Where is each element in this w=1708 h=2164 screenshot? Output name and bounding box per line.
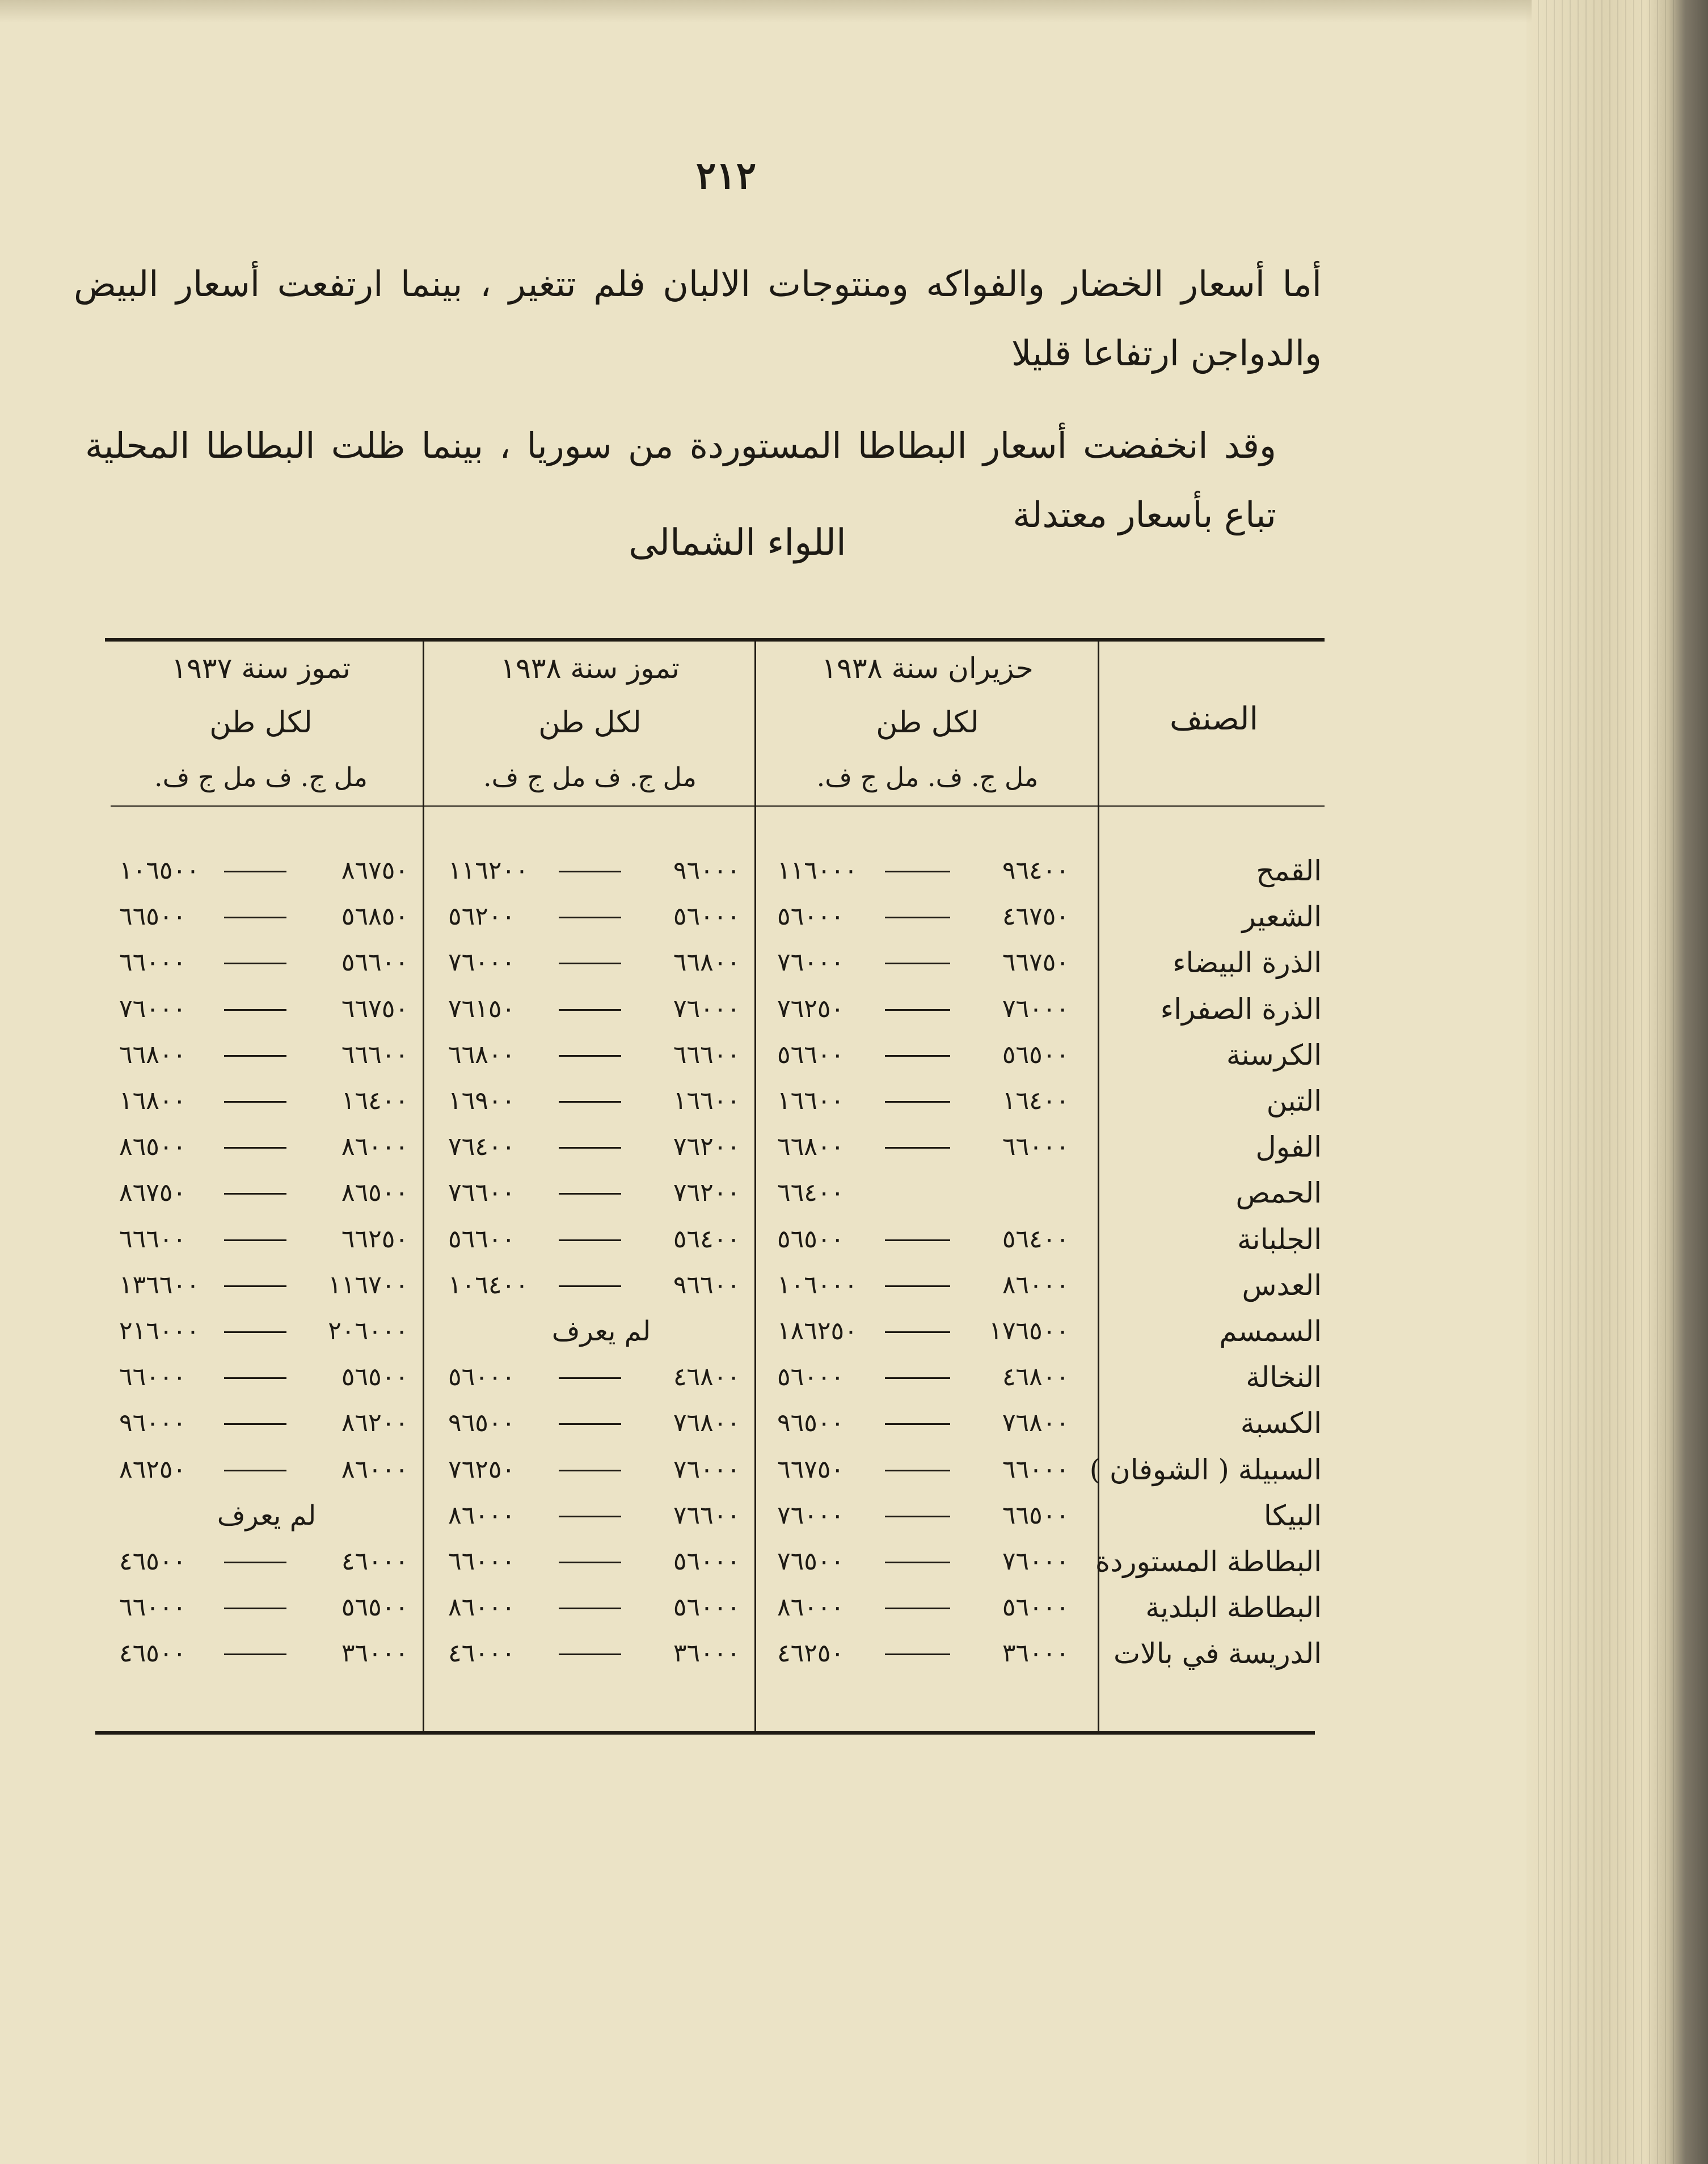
price-high: ٨٦٠٠٠ xyxy=(777,1593,845,1622)
price-low: ١٦٦٠٠ xyxy=(673,1086,740,1115)
range-dash xyxy=(885,1516,950,1517)
range-dash xyxy=(559,1101,621,1103)
table-bottom-rule xyxy=(95,1731,1315,1735)
price-low: ٤٦٨٠٠ xyxy=(1002,1362,1069,1392)
range-dash xyxy=(224,963,286,964)
range-dash xyxy=(885,963,950,964)
range-dash xyxy=(885,1009,950,1011)
range-dash xyxy=(559,1285,621,1287)
price-low: ٥٦٠٠٠ xyxy=(673,1593,740,1622)
price-low: ٤٦٨٠٠ xyxy=(673,1362,740,1392)
price-low: ٧٦٢٠٠ xyxy=(673,1132,740,1162)
price-low: ٧٦٠٠٠ xyxy=(1002,1547,1069,1576)
range-dash xyxy=(559,1147,621,1149)
range-dash xyxy=(224,1147,286,1149)
range-dash xyxy=(224,917,286,918)
price-high: ١٦٨٠٠ xyxy=(119,1086,187,1115)
table-row xyxy=(0,1078,1532,1124)
price-low: ٥٦٥٠٠ xyxy=(341,1593,408,1622)
item-name: البيكا xyxy=(1263,1499,1322,1532)
range-dash xyxy=(224,1101,286,1103)
range-dash xyxy=(224,1055,286,1057)
paragraph-1: أما أسعار الخضار والفواكه ومنتوجات الالبان فلم تتغير ، بينما ارتفعت أسعار البيض والدواجن ارتفاعا قليلا xyxy=(74,263,1322,374)
price-high: ٥٦٢٠٠ xyxy=(448,902,516,931)
price-high: ٩٦٥٠٠ xyxy=(448,1408,516,1438)
price-high: ٥٦٦٠٠ xyxy=(777,1040,845,1069)
item-name: الشعير xyxy=(1242,900,1322,934)
price-low: ٦٦٦٠٠ xyxy=(673,1040,740,1069)
column-period: تموز سنة ١٩٣٧ xyxy=(171,652,351,685)
price-high: ٥٦٦٠٠ xyxy=(448,1224,516,1254)
price-low: ٦٦٠٠٠ xyxy=(1002,1454,1069,1484)
price-high: ١٣٦٦٠٠ xyxy=(119,1270,200,1300)
price-high: ٦٦٠٠٠ xyxy=(448,1547,516,1576)
price-high: ١٦٩٠٠ xyxy=(448,1086,516,1115)
price-low: ١١٦٧٠٠ xyxy=(328,1270,408,1300)
range-dash xyxy=(885,1470,950,1471)
table-row xyxy=(0,1217,1532,1262)
item-name: القمح xyxy=(1256,854,1322,887)
price-high: ٦٦٧٥٠ xyxy=(777,1454,845,1484)
item-name: البطاطة المستوردة xyxy=(1095,1545,1322,1578)
price-low: ٤٦٠٠٠ xyxy=(341,1547,408,1576)
price-high: ٧٦٢٥٠ xyxy=(448,1454,516,1484)
price-low: ٥٦٠٠٠ xyxy=(673,902,740,931)
price-high: ٦٦٨٠٠ xyxy=(119,1040,187,1069)
price-low: ٦٦٢٥٠ xyxy=(341,1224,408,1254)
item-name: الحمص xyxy=(1235,1176,1322,1210)
range-dash xyxy=(224,1285,286,1287)
price-high: ٦٦٤٠٠ xyxy=(777,1178,845,1208)
column-header-july-1938 xyxy=(428,641,752,804)
price-note: لم يعرف xyxy=(551,1315,651,1347)
range-dash xyxy=(224,871,286,872)
price-high: ١١٦٠٠٠ xyxy=(777,856,858,885)
item-name: الجلبانة xyxy=(1237,1222,1322,1256)
column-period: حزيران سنة ١٩٣٨ xyxy=(821,652,1034,685)
price-high: ٦٦٠٠٠ xyxy=(119,1593,187,1622)
price-low: ٦٦٨٠٠ xyxy=(673,948,740,977)
price-high: ١٨٦٢٥٠ xyxy=(777,1317,858,1345)
price-high: ٤٦٥٠٠ xyxy=(119,1639,187,1668)
price-high: ٧٦١٥٠ xyxy=(448,994,516,1023)
item-name: النخالة xyxy=(1246,1361,1322,1394)
price-high: ٥٦٥٠٠ xyxy=(777,1224,845,1254)
price-low: ٧٦٠٠٠ xyxy=(673,994,740,1023)
price-high: ٨٦٢٥٠ xyxy=(119,1454,187,1484)
price-high: ١٦٦٠٠ xyxy=(777,1086,845,1115)
price-high: ٧٦٥٠٠ xyxy=(777,1547,845,1576)
price-high: ٨٦٠٠٠ xyxy=(448,1593,516,1622)
item-name: السمسم xyxy=(1219,1315,1322,1348)
column-header-july-1937 xyxy=(102,641,420,804)
price-high: ٩٦٥٠٠ xyxy=(777,1408,845,1438)
range-dash xyxy=(224,1239,286,1241)
range-dash xyxy=(885,1331,950,1333)
range-dash xyxy=(885,1608,950,1609)
price-low: ٤٦٧٥٠ xyxy=(1002,902,1069,931)
item-name: الدريسة في بالات xyxy=(1114,1637,1322,1671)
price-low: ٦٦٧٥٠ xyxy=(1002,948,1069,977)
price-low: ٦٦٧٥٠ xyxy=(341,994,408,1023)
range-dash xyxy=(224,1331,286,1333)
price-low: ٩٦٠٠٠ xyxy=(673,856,740,885)
range-dash xyxy=(559,1562,621,1563)
range-dash xyxy=(559,1470,621,1471)
table-row xyxy=(0,1355,1532,1400)
range-dash xyxy=(885,1653,950,1655)
item-name: العدس xyxy=(1242,1268,1322,1302)
price-high: ٦٦٦٠٠ xyxy=(119,1224,187,1254)
item-header: الصنف xyxy=(1169,701,1259,737)
price-high: ٧٦٦٠٠ xyxy=(448,1178,516,1208)
price-high: ٧٦٠٠٠ xyxy=(119,994,187,1023)
price-low: ٥٦٥٠٠ xyxy=(1002,1040,1069,1069)
page-stack-edge xyxy=(1526,0,1708,2164)
range-dash xyxy=(885,1377,950,1379)
range-dash xyxy=(885,1239,950,1241)
range-dash xyxy=(559,1239,621,1241)
range-dash xyxy=(559,963,621,964)
price-low: ٦٦٥٠٠ xyxy=(1002,1500,1069,1530)
column-currency: مل ج. ف مل ج ف. xyxy=(483,762,697,792)
price-low: ٥٦٤٠٠ xyxy=(673,1224,740,1254)
range-dash xyxy=(224,1193,286,1195)
price-high: ٢١٦٠٠٠ xyxy=(119,1317,200,1345)
range-dash xyxy=(559,917,621,918)
item-name: الكرسنة xyxy=(1226,1038,1322,1072)
section-title: اللواء الشمالى xyxy=(629,522,846,564)
table-row xyxy=(0,1124,1532,1170)
item-name: التبن xyxy=(1266,1085,1322,1117)
item-name: الكسبة xyxy=(1240,1407,1322,1440)
price-low: ٣٦٠٠٠ xyxy=(341,1639,408,1668)
range-dash xyxy=(224,1423,286,1425)
price-low: ٧٦٨٠٠ xyxy=(1002,1408,1069,1438)
price-high: ٤٦٠٠٠ xyxy=(448,1639,516,1668)
price-low: ٧٦٨٠٠ xyxy=(673,1408,740,1438)
price-low: ٦٦٠٠٠ xyxy=(1002,1132,1069,1162)
table-row xyxy=(0,1170,1532,1216)
price-low: ٨٦٠٠٠ xyxy=(341,1454,408,1484)
range-dash xyxy=(224,1608,286,1609)
price-high: ٧٦٠٠٠ xyxy=(777,948,845,977)
price-high: ٤٦٥٠٠ xyxy=(119,1547,187,1576)
table-row xyxy=(0,894,1532,939)
price-low: ٧٦٠٠٠ xyxy=(1002,994,1069,1023)
range-dash xyxy=(885,1055,950,1057)
price-low: ٥٦٥٠٠ xyxy=(341,1362,408,1392)
price-high: ٧٦٠٠٠ xyxy=(448,948,516,977)
price-high: ٧٦٢٥٠ xyxy=(777,994,845,1023)
range-dash xyxy=(224,1009,286,1011)
table-row xyxy=(0,1585,1532,1630)
item-name: السبيلة ( الشوفان ) xyxy=(1089,1453,1322,1486)
range-dash xyxy=(224,1653,286,1655)
range-dash xyxy=(559,1193,621,1195)
price-low: ٨٦٥٠٠ xyxy=(341,1178,408,1208)
price-low: ٣٦٠٠٠ xyxy=(1002,1639,1069,1668)
range-dash xyxy=(559,1055,621,1057)
price-high: ١٠٦٥٠٠ xyxy=(119,856,200,885)
price-high: ١٠٦٤٠٠ xyxy=(448,1270,529,1300)
item-name: البطاطة البلدية xyxy=(1145,1591,1322,1625)
price-low: ٣٦٠٠٠ xyxy=(673,1639,740,1668)
column-unit: لكل طن xyxy=(538,706,642,740)
range-dash xyxy=(559,1009,621,1011)
table-row xyxy=(0,1309,1532,1354)
table-row xyxy=(0,1401,1532,1446)
column-currency: مل ج. ف مل ج ف. xyxy=(154,762,368,792)
price-high: ٥٦٠٠٠ xyxy=(777,902,845,931)
price-low: ٧٦٢٠٠ xyxy=(673,1178,740,1208)
range-dash xyxy=(885,1147,950,1149)
price-low: ١٧٦٥٠٠ xyxy=(989,1317,1069,1345)
range-dash xyxy=(559,1516,621,1517)
price-high: ٩٦٠٠٠ xyxy=(119,1408,187,1438)
range-dash xyxy=(559,871,621,872)
range-dash xyxy=(885,1423,950,1425)
range-dash xyxy=(559,1423,621,1425)
table-row xyxy=(0,1631,1532,1676)
price-low: ٢٠٦٠٠٠ xyxy=(328,1317,408,1345)
page-number: ٢١٢ xyxy=(695,153,757,197)
price-high: ٦٦٠٠٠ xyxy=(119,948,187,977)
price-high: ٤٦٢٥٠ xyxy=(777,1639,845,1668)
range-dash xyxy=(885,1285,950,1287)
price-low: ٩٦٦٠٠ xyxy=(673,1270,740,1300)
price-low: ٥٦٠٠٠ xyxy=(673,1547,740,1576)
range-dash xyxy=(224,1377,286,1379)
price-low: ٥٦٠٠٠ xyxy=(1002,1593,1069,1622)
table-row xyxy=(0,986,1532,1032)
price-low: ٩٦٤٠٠ xyxy=(1002,856,1069,885)
price-high: ٦٦٠٠٠ xyxy=(119,1362,187,1392)
price-high: ٨٦٥٠٠ xyxy=(119,1132,187,1162)
price-high: ٥٦٠٠٠ xyxy=(448,1362,516,1392)
price-low: ٨٦٠٠٠ xyxy=(1002,1270,1069,1300)
price-low: ١٦٤٠٠ xyxy=(341,1086,408,1115)
price-low: ٦٦٦٠٠ xyxy=(341,1040,408,1069)
price-high: ١١٦٢٠٠ xyxy=(448,856,529,885)
price-high: ٧٦٠٠٠ xyxy=(777,1500,845,1530)
price-low: ٨٦٢٠٠ xyxy=(341,1408,408,1438)
table-row xyxy=(0,1032,1532,1078)
table-row xyxy=(0,1263,1532,1308)
price-high: ٧٦٤٠٠ xyxy=(448,1132,516,1162)
column-header-june-1938 xyxy=(760,641,1095,804)
table-row xyxy=(0,1447,1532,1492)
table-row xyxy=(0,940,1532,985)
table-row xyxy=(0,1493,1532,1538)
column-period: تموز سنة ١٩٣٨ xyxy=(500,652,680,685)
price-low: ٥٦٨٥٠ xyxy=(341,902,408,931)
range-dash xyxy=(224,1562,286,1563)
item-name: الفول xyxy=(1255,1130,1322,1164)
page-stack-lines xyxy=(1532,0,1674,2164)
price-low: ٥٦٤٠٠ xyxy=(1002,1224,1069,1254)
price-high: ٦٦٥٠٠ xyxy=(119,902,187,931)
paragraph-2: وقد انخفضت أسعار البطاطا المستوردة من سوريا ، بينما ظلت البطاطا المحلية تباع بأسعار معتدلة xyxy=(85,425,1276,535)
range-dash xyxy=(559,1653,621,1655)
table-row xyxy=(0,848,1532,893)
range-dash xyxy=(224,1470,286,1471)
range-dash xyxy=(885,1562,950,1563)
table-header-rule xyxy=(111,805,1325,807)
price-high: ٦٦٨٠٠ xyxy=(448,1040,516,1069)
item-name: الذرة الصفراء xyxy=(1160,992,1322,1026)
price-low: ٧٦٠٠٠ xyxy=(673,1454,740,1484)
price-low: ٨٦٧٥٠ xyxy=(341,856,408,885)
range-dash xyxy=(885,917,950,918)
range-dash xyxy=(885,1101,950,1103)
column-currency: مل ج. ف. مل ج ف. xyxy=(816,762,1039,792)
column-unit: لكل طن xyxy=(209,706,313,740)
price-note: لم يعرف xyxy=(217,1499,317,1532)
price-low: ٨٦٠٠٠ xyxy=(341,1132,408,1162)
column-unit: لكل طن xyxy=(876,706,979,740)
price-high: ٥٦٠٠٠ xyxy=(777,1362,845,1392)
price-low: ١٦٤٠٠ xyxy=(1002,1086,1069,1115)
price-low: ٧٦٦٠٠ xyxy=(673,1500,740,1530)
range-dash xyxy=(559,1377,621,1379)
price-high: ١٠٦٠٠٠ xyxy=(777,1270,858,1300)
price-high: ٦٦٨٠٠ xyxy=(777,1132,845,1162)
price-high: ٨٦٧٥٠ xyxy=(119,1178,187,1208)
item-name: الذرة البيضاء xyxy=(1172,946,1322,980)
table-row xyxy=(0,1539,1532,1584)
range-dash xyxy=(885,871,950,872)
price-high: ٨٦٠٠٠ xyxy=(448,1500,516,1530)
price-low: ٥٦٦٠٠ xyxy=(341,948,408,977)
range-dash xyxy=(559,1608,621,1609)
